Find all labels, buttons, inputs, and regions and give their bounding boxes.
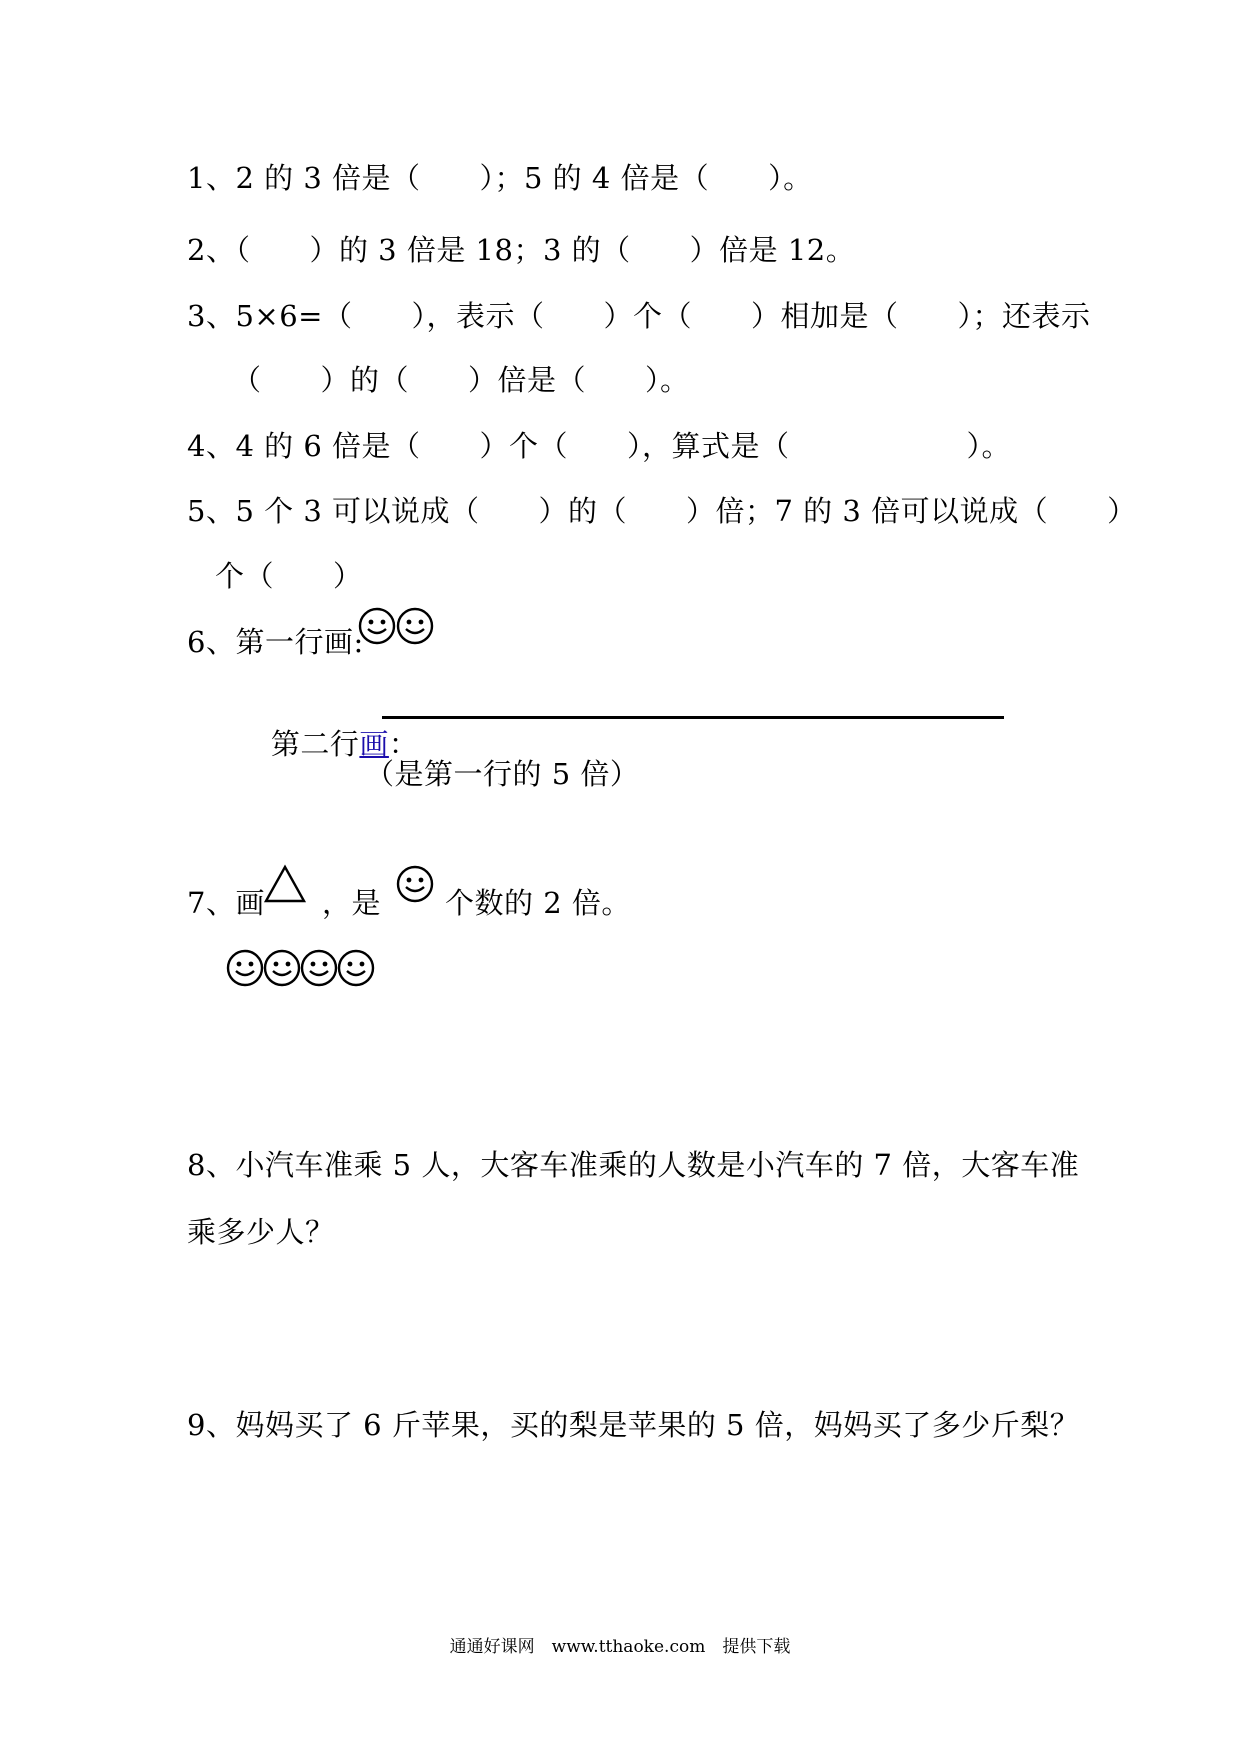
q7-smiley-row [225, 948, 385, 988]
question-9: 9、妈妈买了 6 斤苹果，买的梨是苹果的 5 倍，妈妈买了多少斤梨？ [187, 1408, 1080, 1442]
footer-source: 通通好课网 www.tthaoke.com 提供下载 [449, 1637, 791, 1657]
question-7-middle: ，是 [322, 886, 382, 920]
question-5-line-2: 个（ ） [215, 559, 363, 593]
question-8-line-1: 8、小汽车准乘 5 人，大客车准乘的人数是小汽车的 7 倍，大客车准 [187, 1148, 1080, 1182]
question-4: 4、4 的 6 倍是（ ）个（ ），算式是（ ）。 [187, 429, 1012, 463]
draw-link[interactable]: 画 [359, 727, 389, 761]
triangle-icon [263, 864, 307, 904]
question-1: 1、2 的 3 倍是（ ）；5 的 4 倍是（ ）。 [187, 161, 813, 195]
question-2: 2、（ ）的 3 倍是 18；3 的（ ）倍是 12。 [187, 233, 856, 267]
question-8-line-2: 乘多少人？ [187, 1215, 335, 1249]
question-7-prefix: 7、画 [187, 886, 265, 920]
smiley-face-icon [336, 948, 376, 988]
question-6-line-1: 6、第一行画: [187, 625, 364, 659]
smiley-face-icon [299, 948, 339, 988]
answer-line [382, 716, 1004, 719]
smiley-face-icon [357, 606, 397, 646]
smiley-face-icon [395, 606, 435, 646]
q6-line2-prefix: 第二行 [270, 727, 360, 761]
smiley-face-icon [262, 948, 302, 988]
question-6-note: （是第一行的 5 倍） [365, 757, 640, 791]
question-7-suffix: 个数的 2 倍。 [445, 886, 631, 920]
smiley-face-icon [395, 864, 435, 904]
question-5-line-1: 5、5 个 3 可以说成（ ）的（ ）倍；7 的 3 倍可以说成（ ） [187, 494, 1137, 528]
question-3-line-2: （ ）的（ ）倍是（ ）。 [232, 363, 690, 397]
q6-first-row-smileys [357, 606, 437, 646]
question-3-line-1: 3、5×6=（ ），表示（ ）个（ ）相加是（ ）；还表示 [187, 299, 1091, 333]
q6-line2-suffix: ： [388, 727, 419, 761]
smiley-face-icon [225, 948, 265, 988]
